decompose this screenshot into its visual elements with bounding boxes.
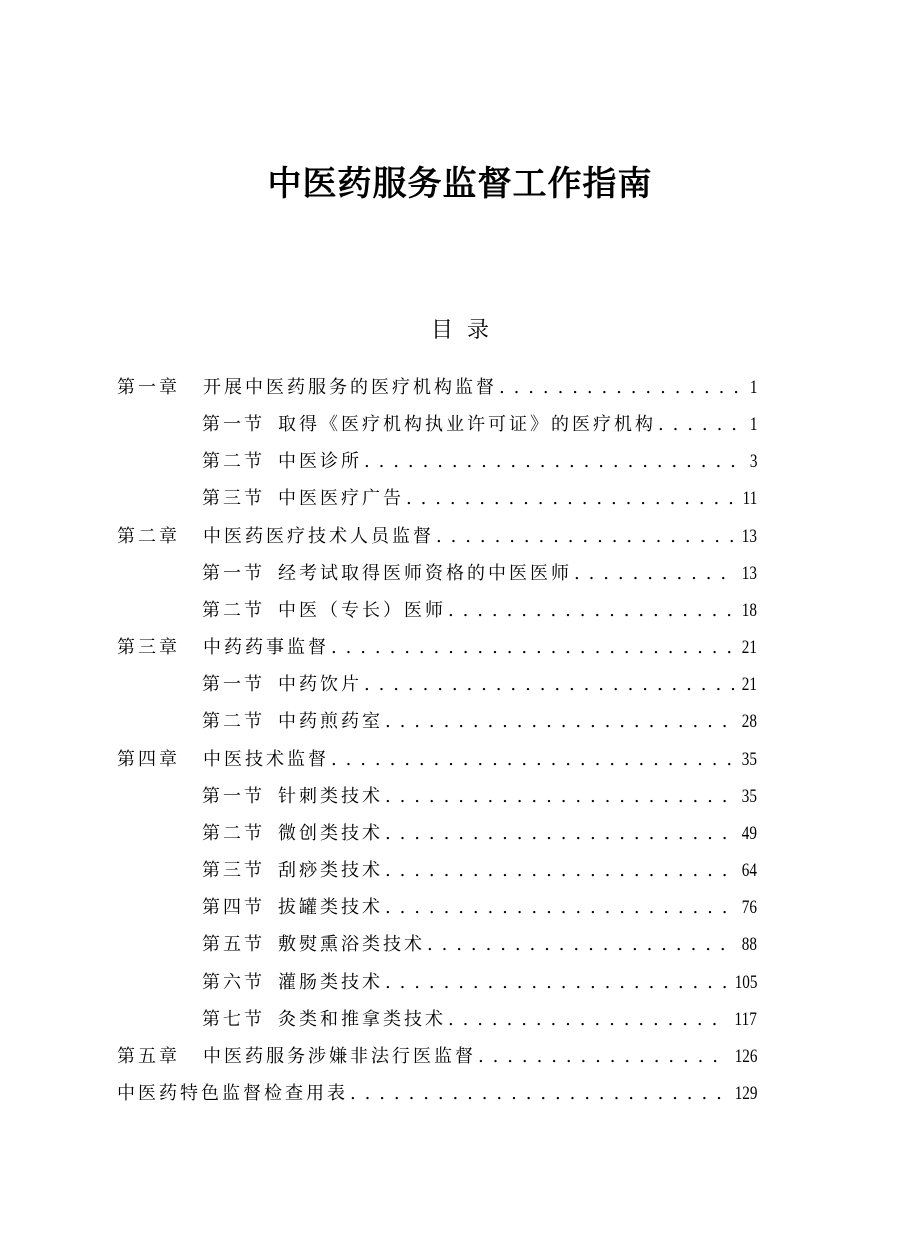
toc-entry-section[interactable] bbox=[117, 926, 757, 963]
dot-leader bbox=[364, 443, 746, 480]
toc-entry-number: 第二节 bbox=[202, 599, 265, 621]
toc-entry-number: 第三章 bbox=[117, 637, 180, 659]
toc-entry-section[interactable] bbox=[117, 703, 757, 740]
toc-entry-appendix[interactable] bbox=[117, 1075, 757, 1112]
dot-leader bbox=[350, 1075, 727, 1112]
toc-entry-page: 49 bbox=[741, 822, 757, 844]
dot-leader bbox=[499, 369, 746, 406]
toc-entry-number: 第七节 bbox=[202, 1008, 265, 1030]
toc-entry-title: 中药饮片 bbox=[278, 674, 362, 696]
toc-entry-page: 1 bbox=[749, 377, 757, 398]
toc-entry-chapter[interactable] bbox=[117, 741, 757, 778]
toc-entry-page: 13 bbox=[741, 525, 757, 547]
toc-entry-title: 开展中医药服务的医疗机构监督 bbox=[203, 377, 497, 398]
toc-entry-title: 中医技术监督 bbox=[203, 748, 329, 770]
toc-entry-section[interactable] bbox=[117, 443, 757, 480]
toc-entry-section[interactable] bbox=[117, 778, 757, 815]
toc-entry-number: 第四节 bbox=[202, 897, 265, 919]
dot-leader bbox=[385, 889, 736, 926]
dot-leader bbox=[331, 629, 736, 666]
table-of-contents bbox=[117, 369, 757, 1112]
toc-entry-page: 11 bbox=[742, 488, 757, 510]
toc-entry-number: 第三节 bbox=[202, 860, 265, 882]
toc-entry-title: 中医药特色监督检查用表 bbox=[117, 1082, 348, 1104]
dot-leader bbox=[448, 592, 736, 629]
toc-entry-section[interactable] bbox=[117, 852, 757, 889]
toc-entry-number: 第二节 bbox=[202, 451, 265, 473]
toc-entry-title: 经考试取得医师资格的中医医师 bbox=[278, 562, 572, 584]
toc-entry-page: 1 bbox=[749, 414, 757, 436]
dot-leader bbox=[478, 1038, 727, 1075]
toc-entry-chapter[interactable] bbox=[117, 629, 757, 666]
toc-entry-number: 第二章 bbox=[117, 525, 180, 547]
toc-entry-page: 126 bbox=[734, 1045, 757, 1067]
toc-entry-title: 微创类技术 bbox=[278, 822, 383, 844]
toc-entry-title: 中医诊所 bbox=[278, 451, 362, 473]
document-title: 中医药服务监督工作指南 bbox=[267, 164, 653, 204]
toc-entry-chapter[interactable] bbox=[117, 1038, 757, 1075]
dot-leader bbox=[406, 480, 737, 517]
dot-leader bbox=[574, 555, 736, 592]
toc-entry-title: 灸类和推拿类技术 bbox=[278, 1008, 446, 1030]
dot-leader bbox=[364, 666, 736, 703]
toc-entry-page: 18 bbox=[741, 599, 757, 621]
toc-entry-page: 28 bbox=[741, 711, 757, 733]
toc-heading bbox=[0, 313, 920, 344]
toc-entry-page: 3 bbox=[749, 451, 757, 473]
toc-entry-section[interactable] bbox=[117, 406, 757, 443]
toc-entry-page: 35 bbox=[741, 785, 757, 807]
toc-entry-number: 第二节 bbox=[202, 711, 265, 733]
toc-entry-title: 取得《医疗机构执业许可证》的医疗机构 bbox=[278, 414, 656, 436]
toc-entry-number: 第五节 bbox=[202, 934, 265, 956]
toc-entry-title: 灌肠类技术 bbox=[278, 971, 383, 993]
toc-entry-title: 刮痧类技术 bbox=[278, 860, 383, 882]
toc-entry-title: 中医医疗广告 bbox=[278, 488, 404, 510]
dot-leader bbox=[331, 741, 736, 778]
toc-heading-char: 录 bbox=[467, 318, 490, 343]
toc-entry-page: 129 bbox=[734, 1082, 757, 1104]
toc-entry-page: 21 bbox=[741, 674, 757, 696]
toc-entry-title: 针刺类技术 bbox=[278, 785, 383, 807]
toc-entry-number: 第五章 bbox=[117, 1045, 180, 1067]
toc-entry-section[interactable] bbox=[117, 480, 757, 517]
toc-entry-title: 中医药医疗技术人员监督 bbox=[203, 525, 434, 547]
toc-entry-section[interactable] bbox=[117, 889, 757, 926]
toc-entry-number: 第一节 bbox=[202, 674, 265, 696]
toc-entry-section[interactable] bbox=[117, 1001, 757, 1038]
toc-entry-page: 35 bbox=[741, 748, 757, 770]
toc-entry-number: 第四章 bbox=[117, 748, 180, 770]
toc-entry-chapter[interactable] bbox=[117, 518, 757, 555]
toc-entry-page: 13 bbox=[741, 562, 757, 584]
toc-entry-number: 第二节 bbox=[202, 822, 265, 844]
toc-entry-number: 第一章 bbox=[117, 377, 180, 398]
dot-leader bbox=[385, 852, 736, 889]
dot-leader bbox=[427, 926, 736, 963]
toc-entry-page: 105 bbox=[734, 971, 757, 993]
toc-entry-title: 敷熨熏浴类技术 bbox=[278, 934, 425, 956]
toc-entry-page: 88 bbox=[741, 934, 757, 956]
dot-leader bbox=[385, 703, 736, 740]
toc-entry-section[interactable] bbox=[117, 666, 757, 703]
toc-entry-section[interactable] bbox=[117, 592, 757, 629]
toc-entry-title: 中医药服务涉嫌非法行医监督 bbox=[203, 1045, 476, 1067]
toc-entry-title: 中药煎药室 bbox=[278, 711, 383, 733]
toc-heading-char: 目 bbox=[430, 318, 453, 343]
toc-entry-number: 第一节 bbox=[202, 785, 265, 807]
toc-entry-page: 21 bbox=[741, 637, 757, 659]
toc-entry-number: 第一节 bbox=[202, 414, 265, 436]
toc-entry-chapter[interactable] bbox=[117, 369, 757, 406]
toc-entry-page: 117 bbox=[734, 1008, 757, 1030]
toc-entry-section[interactable] bbox=[117, 555, 757, 592]
dot-leader bbox=[385, 778, 736, 815]
toc-entry-section[interactable] bbox=[117, 815, 757, 852]
dot-leader bbox=[448, 1001, 727, 1038]
dot-leader bbox=[658, 406, 746, 443]
toc-entry-number: 第一节 bbox=[202, 562, 265, 584]
dot-leader bbox=[385, 964, 727, 1001]
toc-entry-title: 拔罐类技术 bbox=[278, 897, 383, 919]
dot-leader bbox=[385, 815, 736, 852]
toc-entry-section[interactable] bbox=[117, 964, 757, 1001]
toc-entry-title: 中药药事监督 bbox=[203, 637, 329, 659]
toc-entry-page: 64 bbox=[741, 860, 757, 882]
toc-entry-title: 中医（专长）医师 bbox=[278, 599, 446, 621]
toc-entry-page: 76 bbox=[741, 897, 757, 919]
dot-leader bbox=[436, 518, 736, 555]
toc-entry-number: 第六节 bbox=[202, 971, 265, 993]
toc-entry-number: 第三节 bbox=[202, 488, 265, 510]
